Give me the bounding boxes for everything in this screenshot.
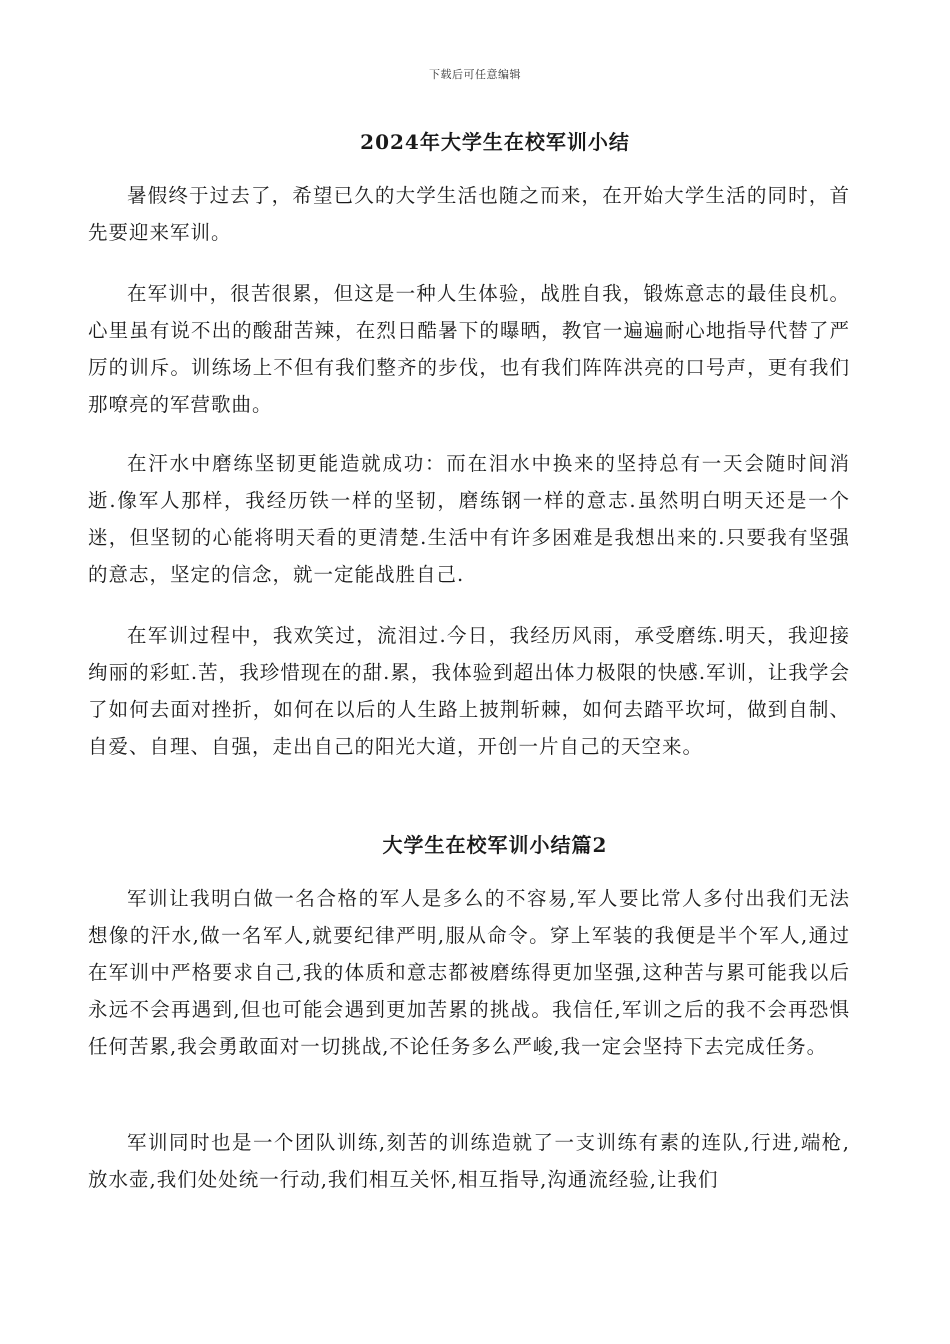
section-2-title: 大学生在校军训小结篇2 (382, 833, 608, 857)
header-note: 下载后可任意编辑 (429, 68, 521, 81)
section-2-paragraph-1: 军训让我明白做一名合格的军人是多么的不容易,军人要比常人多付出我们无法想像的汗水,做一名军人,就要纪律严明,服从命令。穿上军装的我便是半个军人,通过在军训中严格要求自己,我的体质和意志都被磨练得更加坚强,这种苦与累可能我以后永远不会再遇到,但也可能会遇到更加苦累的挑战。我信任,军训之后的我不会再恐惧任何苦累,我会勇敢面对一切挑战,不论任务多么严峻,我一定会坚持下去完成任务。 (88, 887, 850, 1058)
document-title: 2024年大学生在校军训小结 (360, 130, 630, 154)
section-2-paragraph-2: 军训同时也是一个团队训练,刻苦的训练造就了一支训练有素的连队,行进,端枪,放水壶,我们处处统一行动,我们相互关怀,相互指导,沟通流经验,让我们 (88, 1131, 850, 1191)
paragraph-4: 在军训过程中，我欢笑过，流泪过.今日，我经历风雨，承受磨练.明天，我迎接绚丽的彩虹.苦，我珍惜现在的甜.累，我体验到超出体力极限的快感.军训，让我学会了如何去面对挫折，如何在以后的人生路上披荆斩棘，如何去踏平坎坷，做到自制、自爱、自理、自强，走出自己的阳光大道，开创一片自己的天空来。 (88, 624, 850, 758)
paragraph-3: 在汗水中磨练坚韧更能造就成功：而在泪水中换来的坚持总有一天会随时间消逝.像军人那样，我经历铁一样的坚韧，磨练钢一样的意志.虽然明白明天还是一个迷，但坚韧的心能将明天看的更清楚.生活中有许多困难是我想出来的.只要我有坚强的意志，坚定的信念，就一定能战胜自己. (88, 452, 850, 586)
paragraph-1: 暑假终于过去了，希望已久的大学生活也随之而来，在开始大学生活的同时，首先要迎来军训。 (88, 184, 850, 244)
paragraph-2: 在军训中，很苦很累，但这是一种人生体验，战胜自我，锻炼意志的最佳良机。心里虽有说不出的酸甜苦辣，在烈日酷暑下的曝晒，教官一遍遍耐心地指导代替了严厉的训斥。训练场上不但有我们整齐的步伐，也有我们阵阵洪亮的口号声，更有我们那嘹亮的军营歌曲。 (88, 282, 850, 416)
